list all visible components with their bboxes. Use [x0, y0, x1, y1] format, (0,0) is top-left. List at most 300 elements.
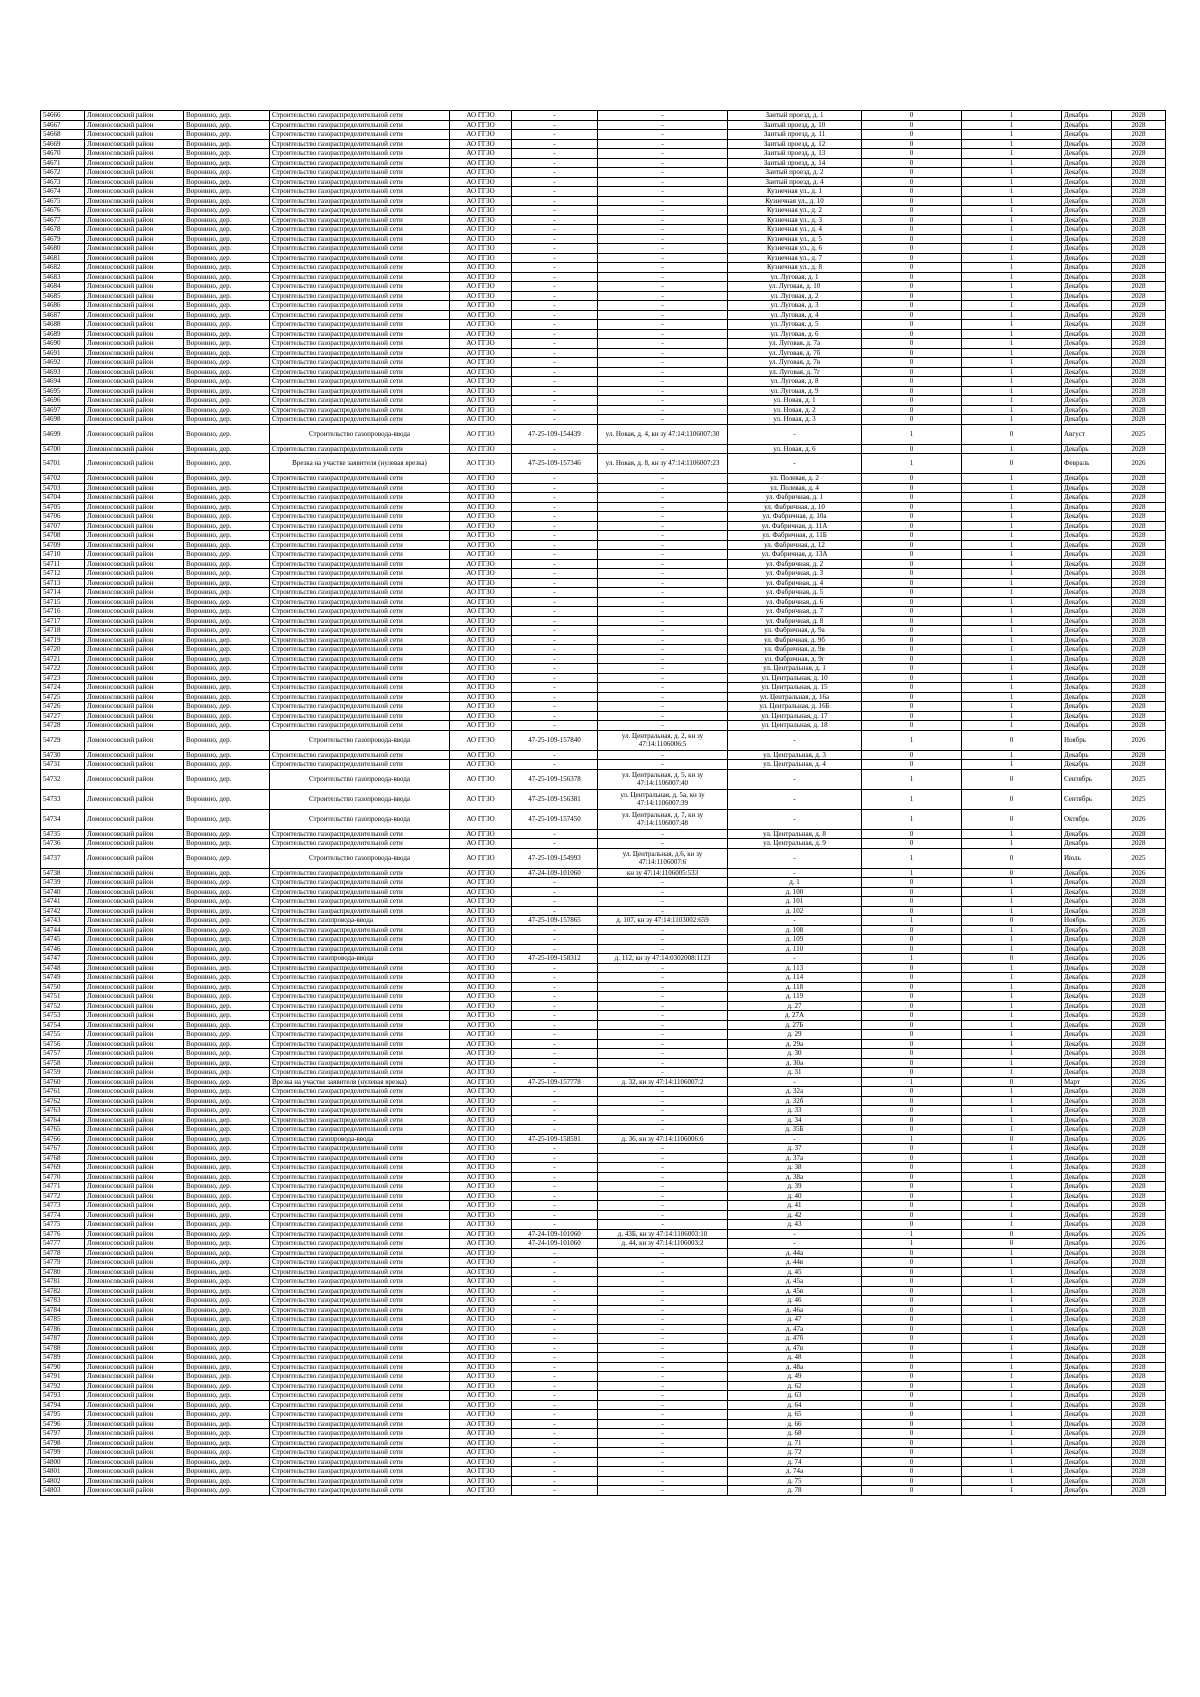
row-number-cell: 54719	[41, 635, 85, 645]
month-cell: Декабрь	[1062, 111, 1112, 121]
address-cell: д. 47в	[728, 1343, 862, 1353]
object-cell: -	[598, 234, 728, 244]
activity-cell: Строительство газораспределительной сети	[270, 282, 450, 292]
quantity-a-cell: 0	[862, 1030, 962, 1040]
locality-cell: Воронино, дер.	[184, 848, 270, 868]
month-cell: Декабрь	[1062, 559, 1112, 569]
address-cell: д. 45	[728, 1267, 862, 1277]
organization-cell: АО ГГЗО	[450, 310, 512, 320]
organization-cell: АО ГГЗО	[450, 1163, 512, 1173]
quantity-a-cell: 0	[862, 1391, 962, 1401]
district-cell: Ломоносовский район	[85, 1077, 184, 1087]
quantity-b-cell: 1	[962, 973, 1062, 983]
table-row	[41, 897, 1166, 907]
organization-cell: АО ГГЗО	[450, 139, 512, 149]
locality-cell: Воронино, дер.	[184, 887, 270, 897]
locality-cell: Воронино, дер.	[184, 683, 270, 693]
address-cell: ул. Фабричная, д. 11Б	[728, 531, 862, 541]
organization-cell: АО ГГЗО	[450, 1486, 512, 1496]
organization-cell: АО ГГЗО	[450, 1058, 512, 1068]
row-number-cell: 54729	[41, 730, 85, 750]
district-cell: Ломоносовский район	[85, 301, 184, 311]
quantity-a-cell: 0	[862, 1362, 962, 1372]
year-cell: 2028	[1112, 512, 1166, 522]
organization-cell: АО ГГЗО	[450, 253, 512, 263]
quantity-a-cell: 0	[862, 234, 962, 244]
organization-cell: АО ГГЗО	[450, 301, 512, 311]
tu-number-cell: -	[512, 692, 598, 702]
table-row	[41, 578, 1166, 588]
address-cell: Кузнечная ул., д. 4	[728, 225, 862, 235]
district-cell: Ломоносовский район	[85, 454, 184, 474]
year-cell: 2028	[1112, 1096, 1166, 1106]
quantity-a-cell: 0	[862, 310, 962, 320]
table-row	[41, 339, 1166, 349]
quantity-a-cell: 0	[862, 301, 962, 311]
district-cell: Ломоносовский район	[85, 424, 184, 444]
object-cell: -	[598, 1153, 728, 1163]
quantity-a-cell: 0	[862, 415, 962, 425]
tu-number-cell: -	[512, 1115, 598, 1125]
organization-cell: АО ГГЗО	[450, 1419, 512, 1429]
month-cell: Декабрь	[1062, 829, 1112, 839]
quantity-a-cell: 0	[862, 654, 962, 664]
row-number-cell: 54716	[41, 607, 85, 617]
locality-cell: Воронино, дер.	[184, 405, 270, 415]
activity-cell: Строительство газораспределительной сети	[270, 531, 450, 541]
district-cell: Ломоносовский район	[85, 206, 184, 216]
locality-cell: Воронино, дер.	[184, 348, 270, 358]
locality-cell: Воронино, дер.	[184, 158, 270, 168]
quantity-a-cell: 0	[862, 559, 962, 569]
activity-cell: Строительство газораспределительной сети	[270, 1106, 450, 1116]
organization-cell: АО ГГЗО	[450, 512, 512, 522]
organization-cell: АО ГГЗО	[450, 769, 512, 789]
year-cell: 2028	[1112, 405, 1166, 415]
activity-cell: Строительство газораспределительной сети	[270, 597, 450, 607]
district-cell: Ломоносовский район	[85, 1419, 184, 1429]
district-cell: Ломоносовский район	[85, 1001, 184, 1011]
object-cell: -	[598, 1381, 728, 1391]
quantity-a-cell: 0	[862, 616, 962, 626]
locality-cell: Воронино, дер.	[184, 1343, 270, 1353]
quantity-a-cell: 0	[862, 1049, 962, 1059]
year-cell: 2028	[1112, 291, 1166, 301]
address-cell: д. 46а	[728, 1305, 862, 1315]
month-cell: Декабрь	[1062, 607, 1112, 617]
tu-number-cell: -	[512, 887, 598, 897]
quantity-b-cell: 1	[962, 1429, 1062, 1439]
table-row	[41, 1210, 1166, 1220]
quantity-a-cell: 0	[862, 944, 962, 954]
quantity-a-cell: 0	[862, 1448, 962, 1458]
table-row	[41, 1153, 1166, 1163]
locality-cell: Воронино, дер.	[184, 234, 270, 244]
tu-number-cell: -	[512, 1400, 598, 1410]
locality-cell: Воронино, дер.	[184, 1239, 270, 1249]
activity-cell: Врезка на участке заявителя (нулевая врезка)	[270, 1077, 450, 1087]
quantity-b-cell: 1	[962, 1267, 1062, 1277]
organization-cell: АО ГГЗО	[450, 1039, 512, 1049]
quantity-b-cell: 0	[962, 1134, 1062, 1144]
locality-cell: Воронино, дер.	[184, 329, 270, 339]
locality-cell: Воронино, дер.	[184, 272, 270, 282]
row-number-cell: 54718	[41, 626, 85, 636]
object-cell: -	[598, 282, 728, 292]
activity-cell: Строительство газораспределительной сети	[270, 474, 450, 484]
district-cell: Ломоносовский район	[85, 111, 184, 121]
month-cell: Декабрь	[1062, 1020, 1112, 1030]
activity-cell: Строительство газопровода-ввода	[270, 916, 450, 926]
month-cell: Декабрь	[1062, 616, 1112, 626]
month-cell: Декабрь	[1062, 683, 1112, 693]
locality-cell: Воронино, дер.	[184, 897, 270, 907]
organization-cell: АО ГГЗО	[450, 673, 512, 683]
year-cell: 2028	[1112, 626, 1166, 636]
table-row	[41, 559, 1166, 569]
district-cell: Ломоносовский район	[85, 215, 184, 225]
year-cell: 2028	[1112, 935, 1166, 945]
year-cell: 2028	[1112, 1087, 1166, 1097]
organization-cell: АО ГГЗО	[450, 521, 512, 531]
activity-cell: Строительство газораспределительной сети	[270, 1153, 450, 1163]
object-cell: -	[598, 168, 728, 178]
table-row	[41, 187, 1166, 197]
month-cell: Сентябрь	[1062, 769, 1112, 789]
year-cell: 2026	[1112, 809, 1166, 829]
month-cell: Декабрь	[1062, 1191, 1112, 1201]
quantity-b-cell: 1	[962, 272, 1062, 282]
month-cell: Декабрь	[1062, 1210, 1112, 1220]
quantity-b-cell: 1	[962, 721, 1062, 731]
locality-cell: Воронино, дер.	[184, 493, 270, 503]
table-row	[41, 177, 1166, 187]
month-cell: Ноябрь	[1062, 730, 1112, 750]
row-number-cell: 54795	[41, 1410, 85, 1420]
quantity-b-cell: 1	[962, 1324, 1062, 1334]
object-cell: -	[598, 588, 728, 598]
object-cell: -	[598, 925, 728, 935]
object-cell: -	[598, 607, 728, 617]
organization-cell: АО ГГЗО	[450, 916, 512, 926]
object-cell: -	[598, 540, 728, 550]
district-cell: Ломоносовский район	[85, 1058, 184, 1068]
month-cell: Декабрь	[1062, 168, 1112, 178]
object-cell: -	[598, 760, 728, 770]
district-cell: Ломоносовский район	[85, 177, 184, 187]
address-cell: -	[728, 1134, 862, 1144]
object-cell: -	[598, 1353, 728, 1363]
locality-cell: Воронино, дер.	[184, 377, 270, 387]
address-cell: д. 32б	[728, 1096, 862, 1106]
month-cell: Декабрь	[1062, 512, 1112, 522]
district-cell: Ломоносовский район	[85, 645, 184, 655]
year-cell: 2028	[1112, 158, 1166, 168]
activity-cell: Строительство газораспределительной сети	[270, 320, 450, 330]
activity-cell: Строительство газораспределительной сети	[270, 588, 450, 598]
month-cell: Декабрь	[1062, 1163, 1112, 1173]
row-number-cell: 54767	[41, 1144, 85, 1154]
tu-number-cell: -	[512, 1172, 598, 1182]
activity-cell: Строительство газораспределительной сети	[270, 1172, 450, 1182]
quantity-a-cell: 0	[862, 1315, 962, 1325]
district-cell: Ломоносовский район	[85, 963, 184, 973]
organization-cell: АО ГГЗО	[450, 272, 512, 282]
organization-cell: АО ГГЗО	[450, 120, 512, 130]
quantity-b-cell: 1	[962, 1001, 1062, 1011]
quantity-b-cell: 0	[962, 730, 1062, 750]
quantity-b-cell: 1	[962, 130, 1062, 140]
quantity-a-cell: 0	[862, 1381, 962, 1391]
activity-cell: Строительство газораспределительной сети	[270, 196, 450, 206]
row-number-cell: 54722	[41, 664, 85, 674]
row-number-cell: 54674	[41, 187, 85, 197]
object-cell: -	[598, 1210, 728, 1220]
table-row	[41, 760, 1166, 770]
year-cell: 2028	[1112, 925, 1166, 935]
organization-cell: АО ГГЗО	[450, 1448, 512, 1458]
quantity-a-cell: 0	[862, 339, 962, 349]
locality-cell: Воронино, дер.	[184, 206, 270, 216]
district-cell: Ломоносовский район	[85, 120, 184, 130]
organization-cell: АО ГГЗО	[450, 550, 512, 560]
activity-cell: Строительство газопровода-ввода	[270, 954, 450, 964]
row-number-cell: 54690	[41, 339, 85, 349]
locality-cell: Воронино, дер.	[184, 1334, 270, 1344]
row-number-cell: 54689	[41, 329, 85, 339]
address-cell: д. 47	[728, 1315, 862, 1325]
quantity-b-cell: 1	[962, 839, 1062, 849]
activity-cell: Строительство газораспределительной сети	[270, 377, 450, 387]
table-row	[41, 1125, 1166, 1135]
district-cell: Ломоносовский район	[85, 992, 184, 1002]
month-cell: Декабрь	[1062, 386, 1112, 396]
month-cell: Декабрь	[1062, 301, 1112, 311]
table-row	[41, 1372, 1166, 1382]
organization-cell: АО ГГЗО	[450, 444, 512, 454]
year-cell: 2028	[1112, 1343, 1166, 1353]
organization-cell: АО ГГЗО	[450, 588, 512, 598]
district-cell: Ломоносовский район	[85, 1334, 184, 1344]
quantity-a-cell: 0	[862, 588, 962, 598]
month-cell: Декабрь	[1062, 1001, 1112, 1011]
table-row	[41, 1134, 1166, 1144]
locality-cell: Воронино, дер.	[184, 540, 270, 550]
object-cell: -	[598, 944, 728, 954]
organization-cell: АО ГГЗО	[450, 750, 512, 760]
quantity-a-cell: 0	[862, 760, 962, 770]
table-row	[41, 493, 1166, 503]
address-cell: д. 27Б	[728, 1020, 862, 1030]
month-cell: Декабрь	[1062, 149, 1112, 159]
quantity-b-cell: 1	[962, 1049, 1062, 1059]
quantity-a-cell: 1	[862, 954, 962, 964]
address-cell: ул. Фабричная, д. 11А	[728, 521, 862, 531]
quantity-b-cell: 1	[962, 664, 1062, 674]
activity-cell: Строительство газораспределительной сети	[270, 1239, 450, 1249]
activity-cell: Строительство газораспределительной сети	[270, 1248, 450, 1258]
month-cell: Декабрь	[1062, 673, 1112, 683]
quantity-a-cell: 0	[862, 1277, 962, 1287]
year-cell: 2028	[1112, 1182, 1166, 1192]
tu-number-cell: -	[512, 1410, 598, 1420]
row-number-cell: 54744	[41, 925, 85, 935]
year-cell: 2028	[1112, 1201, 1166, 1211]
month-cell: Декабрь	[1062, 597, 1112, 607]
table-row	[41, 139, 1166, 149]
quantity-b-cell: 1	[962, 1334, 1062, 1344]
quantity-a-cell: 0	[862, 887, 962, 897]
object-cell: -	[598, 253, 728, 263]
district-cell: Ломоносовский район	[85, 1049, 184, 1059]
district-cell: Ломоносовский район	[85, 789, 184, 809]
tu-number-cell: -	[512, 1020, 598, 1030]
month-cell: Сентябрь	[1062, 789, 1112, 809]
district-cell: Ломоносовский район	[85, 1011, 184, 1021]
district-cell: Ломоносовский район	[85, 1410, 184, 1420]
year-cell: 2028	[1112, 196, 1166, 206]
object-cell: -	[598, 1419, 728, 1429]
address-cell: д. 39	[728, 1182, 862, 1192]
organization-cell: АО ГГЗО	[450, 1077, 512, 1087]
table-row	[41, 474, 1166, 484]
address-cell: д. 37	[728, 1144, 862, 1154]
quantity-b-cell: 1	[962, 386, 1062, 396]
district-cell: Ломоносовский район	[85, 906, 184, 916]
year-cell: 2028	[1112, 130, 1166, 140]
year-cell: 2026	[1112, 1229, 1166, 1239]
district-cell: Ломоносовский район	[85, 664, 184, 674]
quantity-a-cell: 0	[862, 130, 962, 140]
year-cell: 2028	[1112, 139, 1166, 149]
object-cell: -	[598, 1144, 728, 1154]
table-row	[41, 291, 1166, 301]
locality-cell: Воронино, дер.	[184, 1315, 270, 1325]
row-number-cell: 54797	[41, 1429, 85, 1439]
row-number-cell: 54802	[41, 1476, 85, 1486]
quantity-a-cell: 0	[862, 569, 962, 579]
quantity-a-cell: 0	[862, 925, 962, 935]
activity-cell: Строительство газораспределительной сети	[270, 386, 450, 396]
row-number-cell: 54670	[41, 149, 85, 159]
tu-number-cell: -	[512, 339, 598, 349]
row-number-cell: 54774	[41, 1210, 85, 1220]
activity-cell: Строительство газораспределительной сети	[270, 1277, 450, 1287]
quantity-a-cell: 0	[862, 206, 962, 216]
locality-cell: Воронино, дер.	[184, 531, 270, 541]
object-cell: -	[598, 1030, 728, 1040]
tu-number-cell: -	[512, 1476, 598, 1486]
tu-number-cell: -	[512, 1001, 598, 1011]
quantity-a-cell: 0	[862, 493, 962, 503]
district-cell: Ломоносовский район	[85, 616, 184, 626]
row-number-cell: 54738	[41, 868, 85, 878]
tu-number-cell: 47-25-109-157346	[512, 454, 598, 474]
organization-cell: АО ГГЗО	[450, 1315, 512, 1325]
locality-cell: Воронино, дер.	[184, 1087, 270, 1097]
quantity-b-cell: 1	[962, 253, 1062, 263]
row-number-cell: 54775	[41, 1220, 85, 1230]
row-number-cell: 54691	[41, 348, 85, 358]
quantity-b-cell: 0	[962, 954, 1062, 964]
row-number-cell: 54697	[41, 405, 85, 415]
month-cell: Декабрь	[1062, 396, 1112, 406]
year-cell: 2028	[1112, 1106, 1166, 1116]
district-cell: Ломоносовский район	[85, 721, 184, 731]
tu-number-cell: -	[512, 1438, 598, 1448]
quantity-b-cell: 1	[962, 531, 1062, 541]
row-number-cell: 54800	[41, 1457, 85, 1467]
address-cell: ул. Новая, д. 3	[728, 415, 862, 425]
district-cell: Ломоносовский район	[85, 1372, 184, 1382]
table-row	[41, 1419, 1166, 1429]
district-cell: Ломоносовский район	[85, 1163, 184, 1173]
month-cell: Декабрь	[1062, 1305, 1112, 1315]
organization-cell: АО ГГЗО	[450, 540, 512, 550]
district-cell: Ломоносовский район	[85, 839, 184, 849]
activity-cell: Строительство газораспределительной сети	[270, 1296, 450, 1306]
tu-number-cell: -	[512, 177, 598, 187]
organization-cell: АО ГГЗО	[450, 906, 512, 916]
row-number-cell: 54788	[41, 1343, 85, 1353]
locality-cell: Воронино, дер.	[184, 130, 270, 140]
locality-cell: Воронино, дер.	[184, 1467, 270, 1477]
table-row	[41, 597, 1166, 607]
locality-cell: Воронино, дер.	[184, 139, 270, 149]
address-cell: ул. Центральная, д. 16Б	[728, 702, 862, 712]
quantity-a-cell: 0	[862, 1020, 962, 1030]
quantity-b-cell: 1	[962, 177, 1062, 187]
address-cell: ул. Фабричная, д. 3	[728, 569, 862, 579]
object-cell: -	[598, 415, 728, 425]
locality-cell: Воронино, дер.	[184, 149, 270, 159]
quantity-a-cell: 0	[862, 982, 962, 992]
row-number-cell: 54741	[41, 897, 85, 907]
tu-number-cell: -	[512, 1353, 598, 1363]
quantity-a-cell: 0	[862, 1172, 962, 1182]
tu-number-cell: -	[512, 973, 598, 983]
organization-cell: АО ГГЗО	[450, 1391, 512, 1401]
object-cell: -	[598, 1277, 728, 1287]
table-row	[41, 168, 1166, 178]
month-cell: Декабрь	[1062, 721, 1112, 731]
row-number-cell: 54758	[41, 1058, 85, 1068]
row-number-cell: 54748	[41, 963, 85, 973]
address-cell: -	[728, 1229, 862, 1239]
district-cell: Ломоносовский район	[85, 1258, 184, 1268]
table-row	[41, 1315, 1166, 1325]
month-cell: Декабрь	[1062, 521, 1112, 531]
object-cell: -	[598, 1039, 728, 1049]
quantity-a-cell: 0	[862, 1400, 962, 1410]
address-cell: д. 29	[728, 1030, 862, 1040]
year-cell: 2028	[1112, 1011, 1166, 1021]
district-cell: Ломоносовский район	[85, 848, 184, 868]
organization-cell: АО ГГЗО	[450, 954, 512, 964]
locality-cell: Воронино, дер.	[184, 550, 270, 560]
locality-cell: Воронино, дер.	[184, 1448, 270, 1458]
activity-cell: Строительство газораспределительной сети	[270, 1305, 450, 1315]
tu-number-cell: -	[512, 1391, 598, 1401]
year-cell: 2028	[1112, 1438, 1166, 1448]
address-cell: д. 41	[728, 1201, 862, 1211]
activity-cell: Строительство газораспределительной сети	[270, 1011, 450, 1021]
activity-cell: Строительство газораспределительной сети	[270, 444, 450, 454]
object-cell: -	[598, 935, 728, 945]
tu-number-cell: -	[512, 711, 598, 721]
locality-cell: Воронино, дер.	[184, 616, 270, 626]
quantity-b-cell: 1	[962, 992, 1062, 1002]
